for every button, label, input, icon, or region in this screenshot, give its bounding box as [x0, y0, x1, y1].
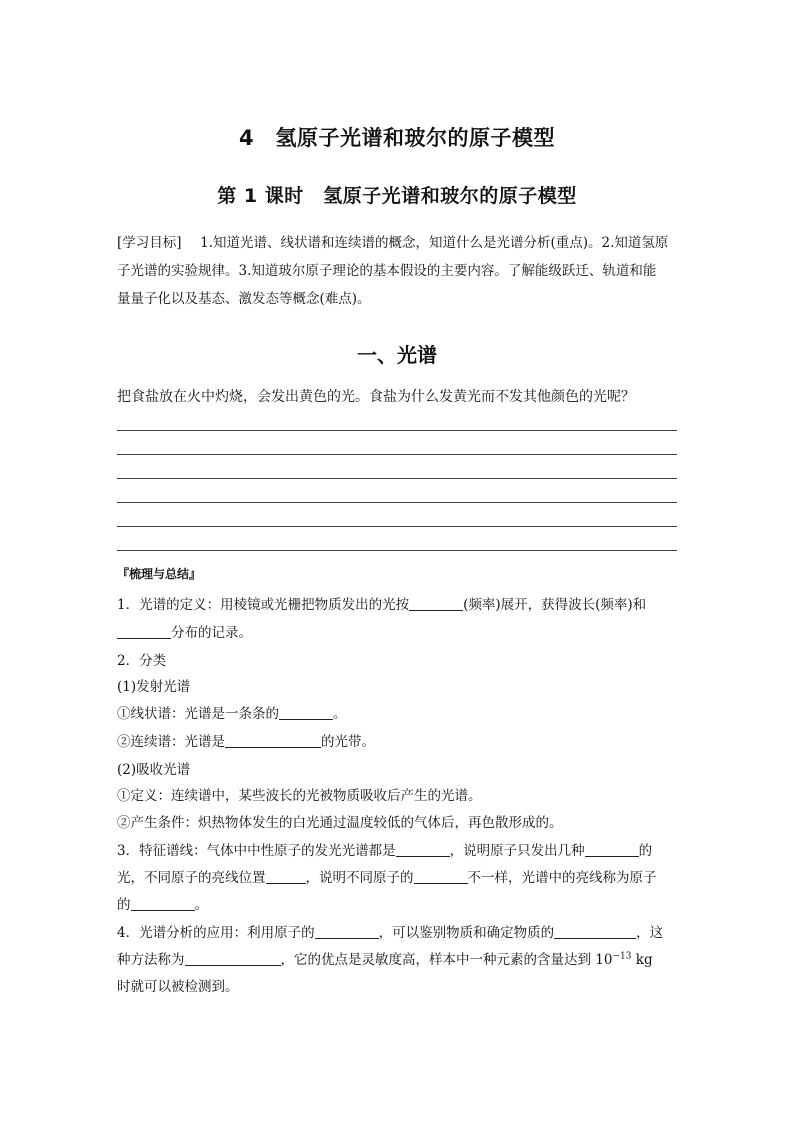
summary-item-4-cont: 种方法称为 ，它的优点是灵敏度高，样本中一种元素的含量达到 $10^{-13}$ kg — [117, 951, 653, 968]
line-spectrum-item: ①线状谱：光谱是一条条的 。 — [117, 706, 347, 722]
objectives-line-2: 子光谱的实验规律。3.知道玻尔原子理论的基本假设的主要内容。了解能级跃迁、轨道和能 — [117, 263, 657, 279]
summary-item-4: 4．光谱分析的应用：利用原子的 ，可以鉴别物质和确定物质的 ，这 — [117, 925, 664, 941]
fill-blank[interactable] — [585, 843, 639, 857]
summary-item-1: 1．光谱的定义：用棱镜或光栅把物质发出的光按 (频率)展开，获得波长(频率)和 — [117, 597, 647, 613]
objectives-line-1: 1.知道光谱、线状谱和连续谱的概念，知道什么是光谱分析(重点)。2.知道氢原 — [200, 235, 669, 251]
objectives-tag: [学习目标] — [117, 235, 182, 251]
exponent: −13 — [612, 951, 632, 962]
fill-blank[interactable] — [396, 843, 450, 857]
answer-line[interactable] — [117, 526, 677, 527]
summary-item-3-end: 的 。 — [117, 897, 208, 913]
absorption-definition: ①定义：连续谱中，某些波长的光被物质吸收后产生的光谱。 — [117, 788, 482, 804]
fill-blank[interactable] — [225, 734, 321, 748]
fill-blank[interactable] — [409, 597, 463, 611]
lesson-title: 4 氢原子光谱和玻尔的原子模型 — [238, 126, 556, 150]
fill-blank[interactable] — [315, 925, 379, 939]
summary-item-3: 3．特征谱线：气体中中性原子的发光光谱都是 ，说明原子只发出几种 的 — [117, 843, 653, 859]
absorption-spectrum-heading: (2)吸收光谱 — [117, 762, 191, 778]
summary-item-4-end: 时就可以被检测到。 — [117, 979, 239, 995]
lesson-subtitle: 第 1 课时 氢原子光谱和玻尔的原子模型 — [217, 185, 577, 207]
answer-line[interactable] — [117, 478, 677, 479]
answer-line[interactable] — [117, 430, 677, 431]
summary-item-2: 2．分类 — [117, 653, 167, 669]
summary-item-1-cont: 分布的记录。 — [117, 621, 677, 641]
emission-spectrum-heading: (1)发射光谱 — [117, 679, 191, 695]
section-heading: 一、光谱 — [357, 343, 437, 367]
learning-objectives — [117, 229, 677, 313]
fill-blank[interactable] — [414, 870, 468, 884]
intro-question: 把食盐放在火中灼烧，会发出黄色的光。食盐为什么发黄光而不发其他颜色的光呢？ — [117, 389, 635, 405]
summary-item-3-cont: 光，不同原子的亮线位置 ，说明不同原子的 不一样，光谱中的亮线称为原子 — [117, 870, 657, 886]
summary-tag: 『梳理与总结』 — [117, 567, 202, 581]
unit: kg — [631, 952, 653, 968]
answer-line[interactable] — [117, 550, 677, 551]
answer-line[interactable] — [117, 454, 677, 455]
continuous-spectrum-item: ②连续谱：光谱是 的光带。 — [117, 734, 375, 750]
absorption-condition: ②产生条件：炽热物体发生的白光通过温度较低的气体后，再色散形成的。 — [117, 815, 563, 831]
fill-blank[interactable] — [185, 952, 281, 966]
fill-blank[interactable] — [279, 706, 333, 720]
fill-blank[interactable] — [554, 925, 636, 939]
fill-blank[interactable] — [131, 897, 195, 911]
fill-blank[interactable] — [117, 625, 171, 639]
answer-line[interactable] — [117, 502, 677, 503]
fill-blank[interactable] — [266, 870, 306, 884]
objectives-line-3: 量量子化以及基态、激发态等概念(难点)。 — [117, 291, 371, 307]
